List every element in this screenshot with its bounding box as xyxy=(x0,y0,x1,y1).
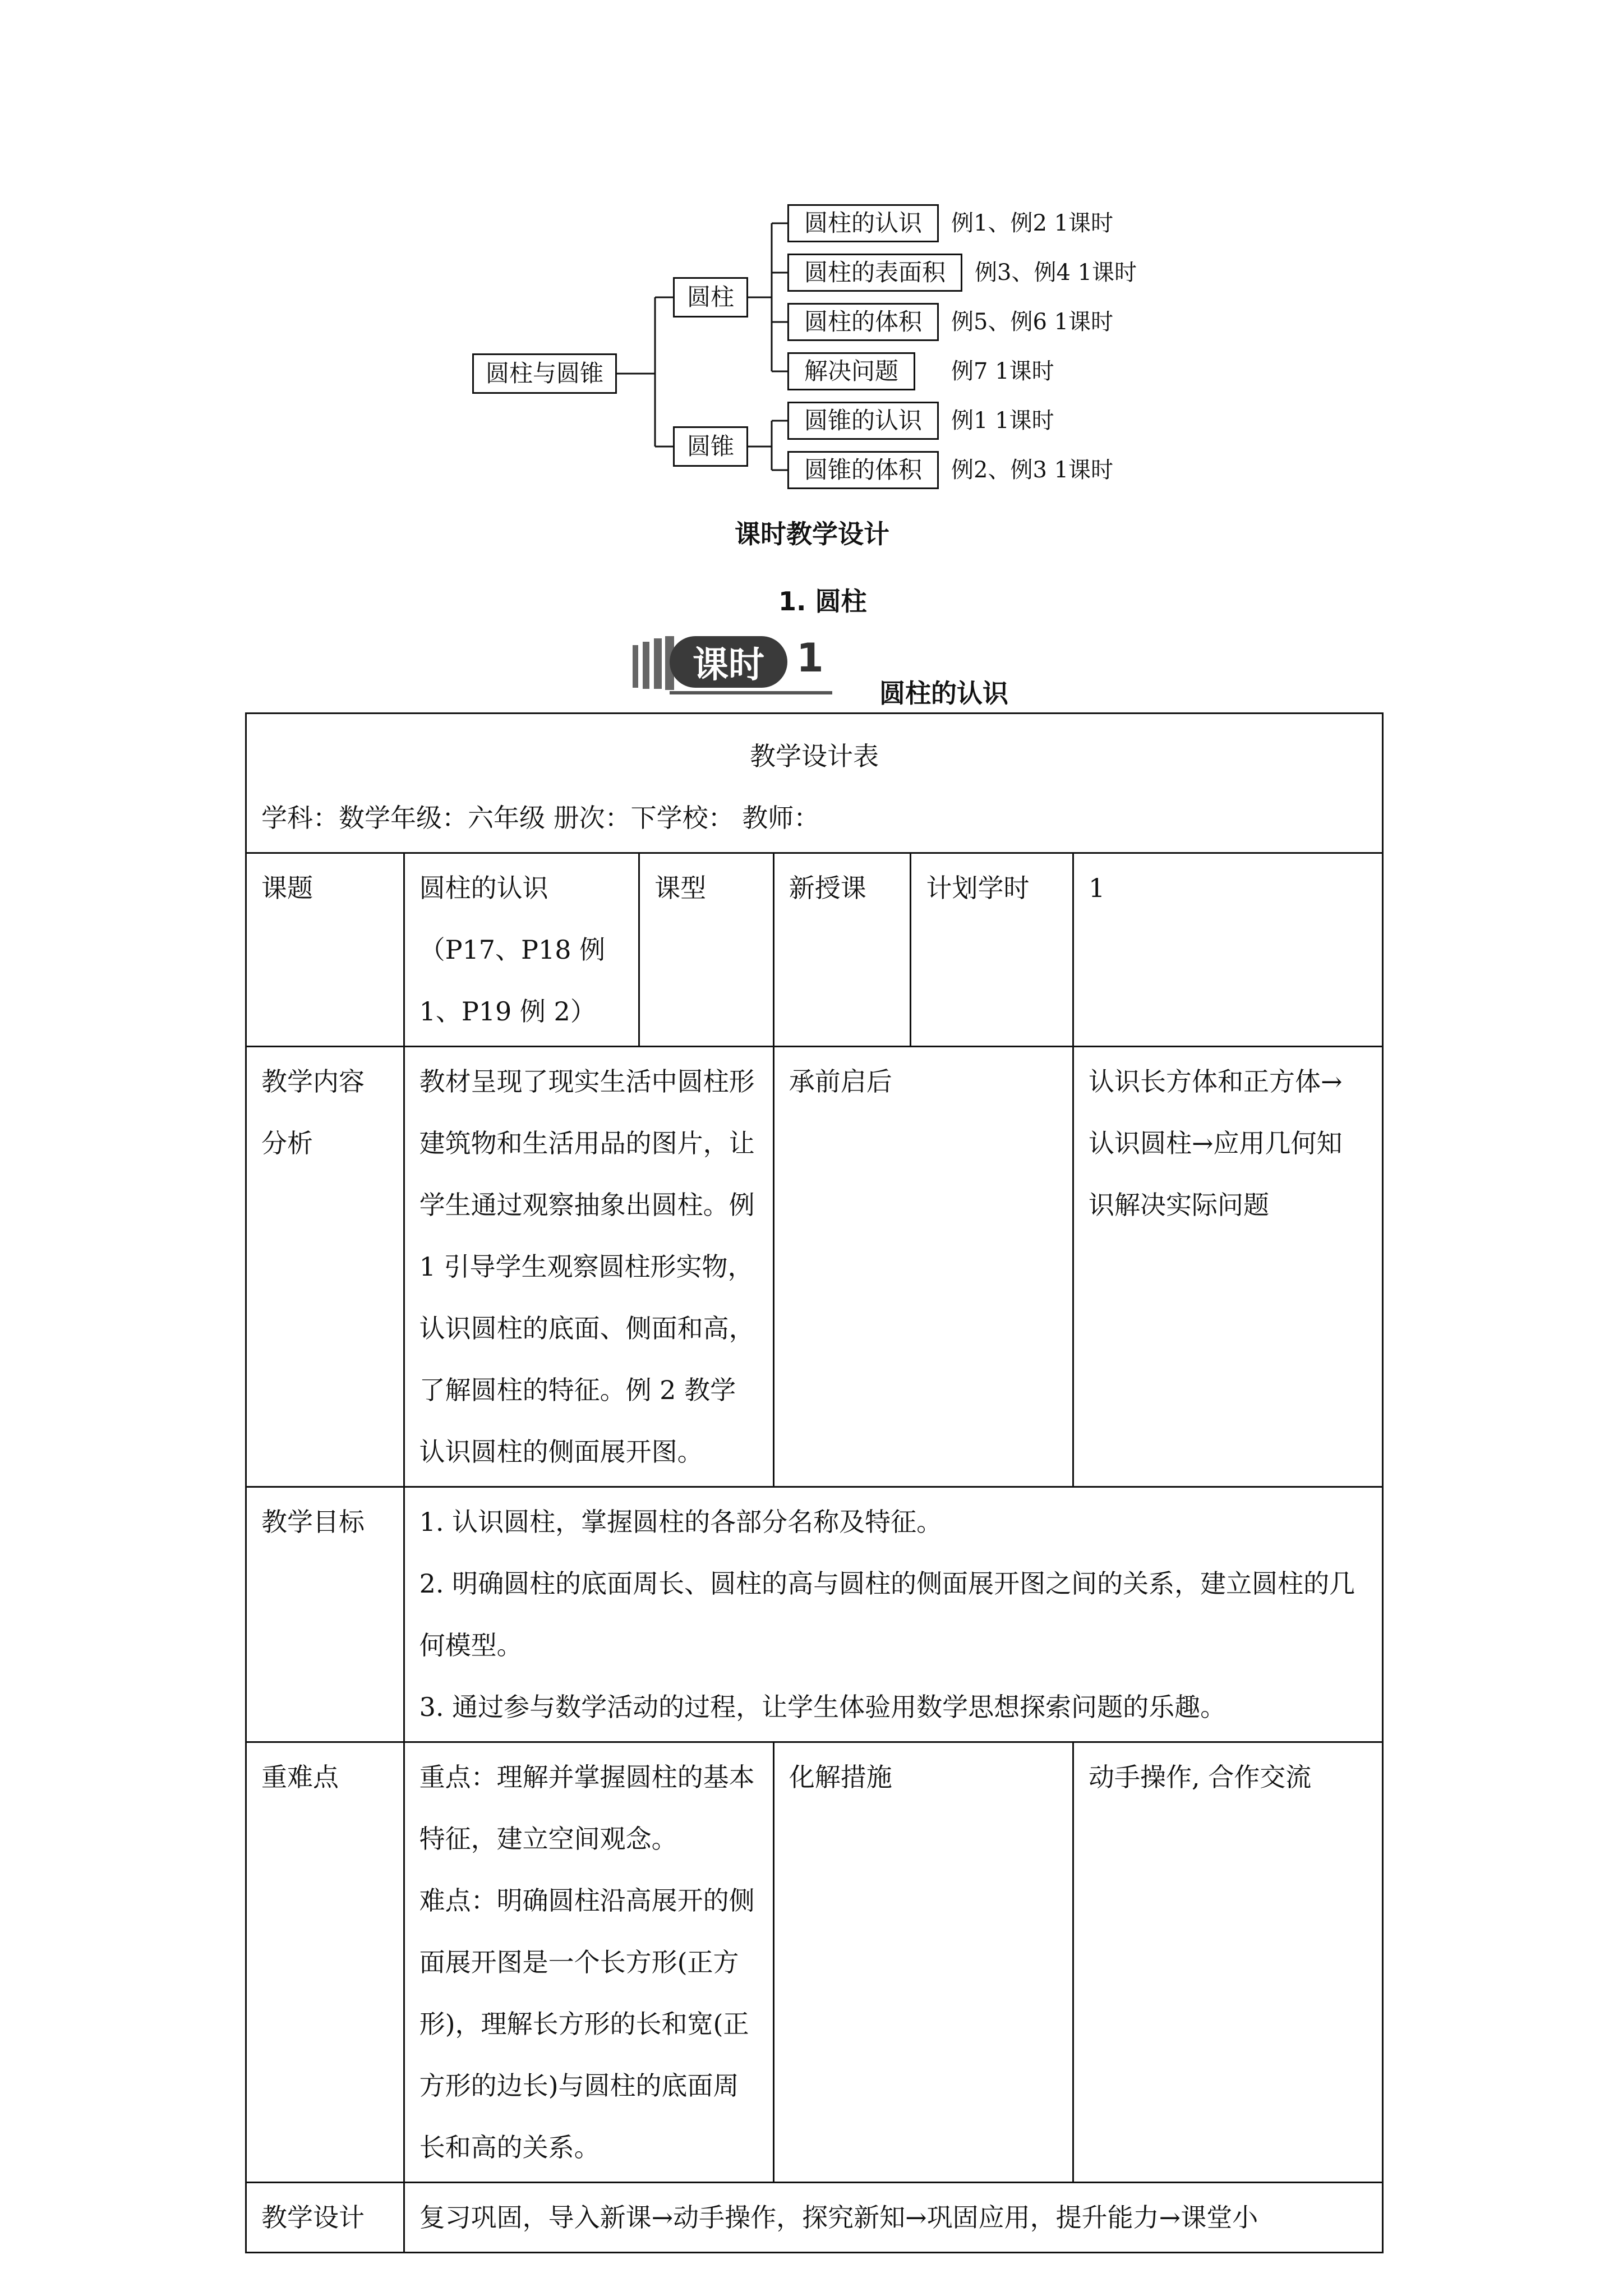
goals-label: 教学目标 xyxy=(246,1487,404,1742)
goal-item-3: 3. 通过参与数学活动的过程，让学生体验用数学思想探索问题的乐趣。 xyxy=(419,1692,1227,1722)
lesson-plan-table xyxy=(245,712,1384,2253)
difficulty-label: 重难点 xyxy=(246,1742,404,2183)
tree-item-problem-solving: 解决问题 xyxy=(787,352,915,390)
tree-note-cone-volume: 例2、例3 1课时 xyxy=(951,457,1114,483)
tree-item-cylinder-intro: 圆柱的认识 xyxy=(787,204,939,242)
lesson-badge-label: 课时 xyxy=(670,636,787,688)
tree-note-problem-solving: 例7 1课时 xyxy=(951,358,1054,384)
tree-note-cone-intro: 例1 1课时 xyxy=(951,408,1054,434)
tree-note-cylinder-volume: 例5、例6 1课时 xyxy=(951,309,1114,335)
hard-point: 难点：明确圆柱沿高展开的侧面展开图是一个长方形(正方形)，理解长方形的长和宽(正方形的边长)与圆柱的底面周长和高的关系。 xyxy=(419,1885,755,2162)
type-label: 课型 xyxy=(639,853,774,1047)
key-point: 重点：理解并掌握圆柱的基本特征，建立空间观念。 xyxy=(419,1762,755,1854)
topic-value: 圆柱的认识（P17、P18 例 1、P19 例 2） xyxy=(404,853,639,1047)
difficulty-cell xyxy=(404,1742,773,2183)
design-heading: 课时教学设计 xyxy=(735,519,889,549)
goal-item-2: 2. 明确圆柱的底面周长、圆柱的高与圆柱的侧面展开图之间的关系，建立圆柱的几何模型。 xyxy=(419,1568,1355,1660)
type-value: 新授课 xyxy=(773,853,911,1047)
tree-root: 圆柱与圆锥 xyxy=(472,353,617,394)
tree-item-cylinder-volume: 圆柱的体积 xyxy=(787,303,939,341)
tree-note-cylinder-intro: 例1、例2 1课时 xyxy=(951,210,1114,236)
goals-cell xyxy=(404,1487,1382,1742)
hours-value: 1 xyxy=(1073,853,1382,1047)
lesson-badge-underline xyxy=(670,691,832,694)
design-label: 教学设计 xyxy=(246,2183,404,2253)
tree-item-cone-volume: 圆锥的体积 xyxy=(787,451,939,489)
lesson-badge xyxy=(630,629,838,697)
content-label: 教学内容分析 xyxy=(246,1047,404,1487)
tree-branch-cylinder: 圆柱 xyxy=(673,277,748,318)
tree-item-cone-intro: 圆锥的认识 xyxy=(787,402,939,440)
lesson-badge-number: 1 xyxy=(796,635,824,681)
measures-value: 动手操作, 合作交流 xyxy=(1073,1742,1382,2183)
tree-note-cylinder-surface: 例3、例4 1课时 xyxy=(975,260,1137,286)
context-value: 认识长方体和正方体→认识圆柱→应用几何知识解决实际问题 xyxy=(1073,1047,1382,1487)
table-title-cell xyxy=(246,714,1383,853)
lesson-title: 圆柱的认识 xyxy=(879,678,1008,708)
content-value: 教材呈现了现实生活中圆柱形建筑物和生活用品的图片，让学生通过观察抽象出圆柱。例 1 引导学生观察圆柱形实物，认识圆柱的底面、侧面和高，了解圆柱的特征。例 2 教学认识圆柱的侧面展开图。 xyxy=(404,1047,773,1487)
table-meta: 学科：数学年级：六年级 册次：下学校： 教师： xyxy=(261,803,820,833)
tree-branch-cone: 圆锥 xyxy=(673,426,748,467)
context-label: 承前启后 xyxy=(773,1047,1073,1487)
measures-label: 化解措施 xyxy=(773,1742,1073,2183)
tree-item-cylinder-surface: 圆柱的表面积 xyxy=(787,254,962,292)
design-value: 复习巩固，导入新课→动手操作，探究新知→巩固应用，提升能力→课堂小 xyxy=(404,2183,1382,2253)
topic-label: 课题 xyxy=(246,853,404,1047)
goal-item-1: 1. 认识圆柱，掌握圆柱的各部分名称及特征。 xyxy=(419,1507,943,1537)
section-heading: 1. 圆柱 xyxy=(778,586,867,616)
hours-label: 计划学时 xyxy=(911,853,1073,1047)
table-title: 教学设计表 xyxy=(750,741,879,771)
